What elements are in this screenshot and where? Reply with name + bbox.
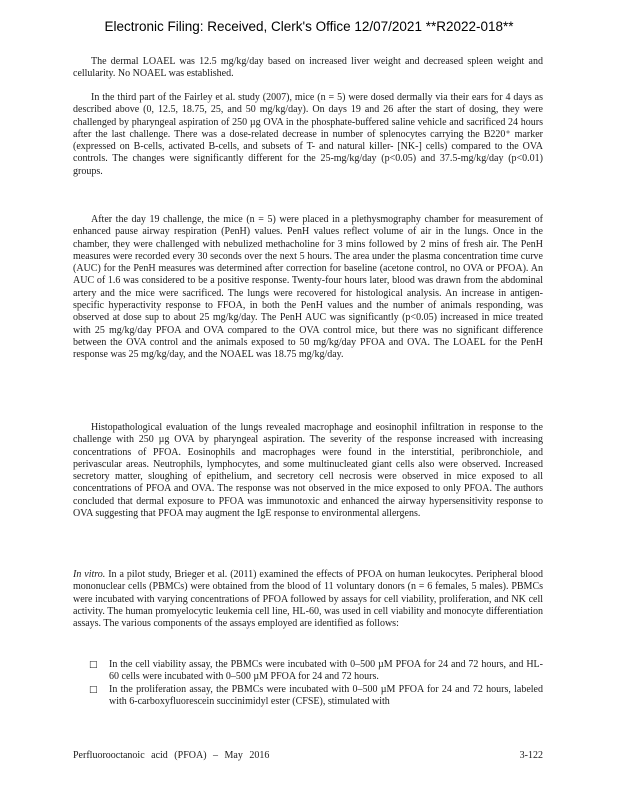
list-item — [73, 684, 543, 709]
paragraph-text: The dermal LOAEL was 12.5 mg/kg/day based on increased liver weight and decreased spleen weight and cellularity. No NOAEL was established. — [73, 56, 543, 80]
in-vitro-lead: In vitro. — [73, 569, 106, 580]
list-item-text: In the proliferation assay, the PBMCs were incubated with 0–500 µM PFOA for 24 and 72 hours, labeled with 6-carboxyfluorescein succinimidyl ester (CFSE), stimulated with — [109, 683, 543, 707]
paragraph-fairley-study — [73, 92, 543, 178]
in-vitro-body: In a pilot study, Brieger et al. (2011) examined the effects of PFOA on human leukocytes. Peripheral blood mononuclear cells (PBMCs) were obtained from the blood of 11 voluntary donors (n = 6 females, 5 males). PBMCs were incubated with varying concentrations of PFOA followed by assays for cell viability, proliferation, and NK cell activity. The human promyelocytic leukemia cell line, HL-60, was used in cell viability and monocyte differentiation assays. The various components of the assays employed are identified as follows: — [73, 569, 543, 630]
bullet-icon: □ — [89, 684, 98, 695]
paragraph-histopathology — [73, 422, 543, 520]
list-item — [73, 659, 543, 684]
paragraph-penh-measurements — [73, 214, 543, 362]
paragraph-in-vitro — [73, 569, 543, 630]
list-item-text: In the cell viability assay, the PBMCs were incubated with 0–500 µM PFOA for 24 and 72 hours, and HL-60 cells were incubated with 0–500 µM PFOA for 24 and 72 hours. — [109, 659, 543, 683]
paragraph-dermal-loael — [73, 56, 543, 81]
page-number: 3-122 — [519, 750, 543, 761]
paragraph-text: After the day 19 challenge, the mice (n = 5) were placed in a plethysmography chamber for measurement of enhanced pause airway respiration (PenH) values. PenH values reflect volume of air in the lungs. Once in the chamber, they were challenged with nebulized methacholine for 3 mins followed by 2 mins of fresh air. The PenH measures were recorded every 30 seconds over the next 5 hours. The area under the plasma concentration time curve (AUC) for the PenH measures was determined after correction for baseline (acetone control, no OVA or PFOA). An AUC of 1.6 was considered to be a positive response. Twenty-four hours later, blood was drawn from the abdominal artery and the mice were sacrificed. The lungs were recovered for histological analysis. An increase in antigen-specific hyperactivity response to FFOA, in both the PenH values and the number of animals responding, was observed at dose sup to about 25 mg/kg/day. The PenH AUC was significantly (p<0.05) increased in mice treated with 25 mg/kg/day PFOA and OVA compared to the OVA control mice, but there was no significant difference between the OVA control and the animals exposed to 50 mg/kg/day PFOA and OVA. The LOAEL for the PenH response was 25 mg/kg/day, and the NOAEL was 18.75 mg/kg/day. — [73, 214, 543, 361]
footer-document-title: Perfluorooctanoic acid (PFOA) – May 2016 — [73, 750, 270, 761]
paragraph-text: In the third part of the Fairley et al. study (2007), mice (n = 5) were dosed dermally via their ears for 4 days as described above (0, 12.5, 18.75, 25, and 50 mg/kg/day). On days 19 and 26 after the start of dosing, they were challenged by pharyngeal aspiration of 250 µg OVA in the phosphate-buffered saline vehicle and sacrificed 24 hours after the last challenge. There was a dose-related decrease in number of splenocytes carrying the B220⁺ marker (expressed on B-cells, activated B-cells, and subsets of T- and natural killer- [NK-] cells) compared to the OVA controls. The changes were significantly different for the 25-mg/kg/day (p<0.05) and 37.5-mg/kg/day (p<0.01) groups. — [73, 92, 543, 177]
assay-bullet-list — [73, 659, 543, 708]
filing-header: Electronic Filing: Received, Clerk's Office 12/07/2021 **R2022-018** — [104, 19, 514, 34]
paragraph-text: Histopathological evaluation of the lungs revealed macrophage and eosinophil infiltration in response to the challenge with 250 µg OVA by pharyngeal aspiration. The severity of the response increased with increasing concentrations of PFOA. Eosinophils and macrophages were found in the interstitial, peribronchiole, and perivascular areas. Neutrophils, lymphocytes, and some multinucleated giant cells also were observed. Increased secretory matter, sloughing of epithelium, and secretory cell necrosis were observed in mice exposed to all concentrations of PFOA and OVA. The response was not observed in the mice exposed to only PFOA. The authors concluded that dermal exposure to PFOA was immunotoxic and enhanced the airway hypersensitivity response to OVA suggesting that PFOA may augment the IgE response to environmental allergens. — [73, 422, 543, 520]
bullet-icon: □ — [89, 660, 98, 670]
paragraph-text — [73, 569, 543, 630]
